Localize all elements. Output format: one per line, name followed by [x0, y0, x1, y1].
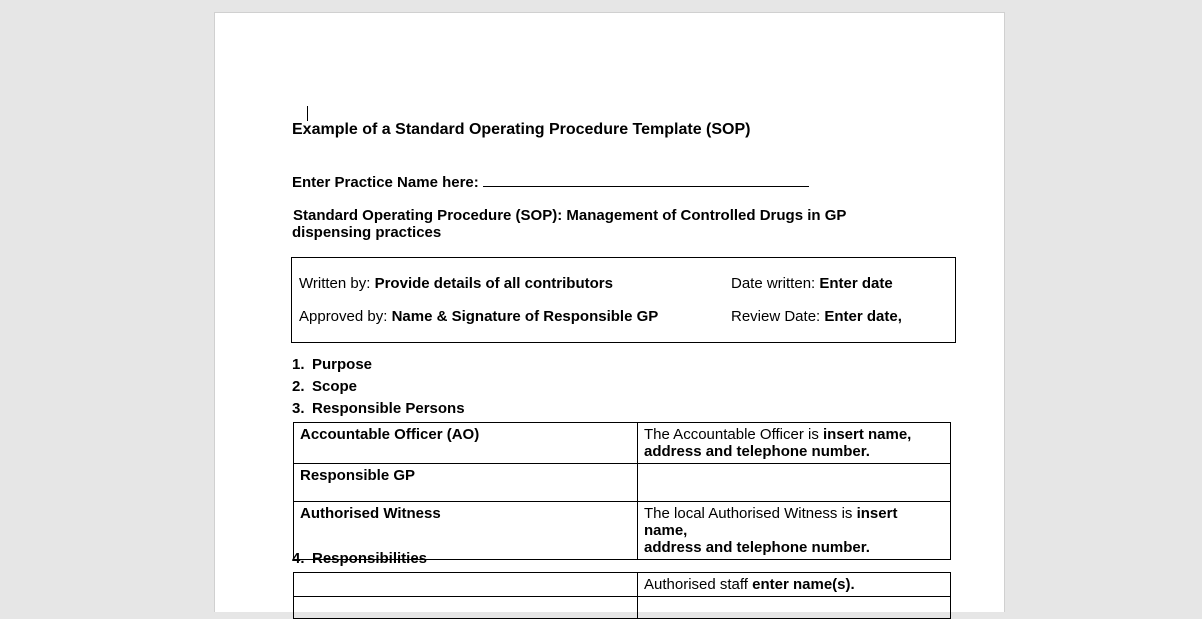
cell-text: The local Authorised Witness is: [644, 505, 857, 522]
section-number: 2.: [292, 378, 305, 395]
date-written-label: Date written:: [731, 275, 816, 292]
section-scope: [292, 378, 357, 395]
written-by-label: Written by:: [299, 275, 371, 292]
table-cell[interactable]: [638, 464, 951, 502]
approved-by-label: Approved by:: [299, 308, 388, 325]
responsible-persons-table: [293, 422, 951, 560]
table-cell[interactable]: Authorised Witness: [294, 502, 638, 560]
cell-text-bold: address and telephone number.: [644, 443, 870, 460]
table-cell[interactable]: [638, 502, 951, 560]
table-cell[interactable]: [294, 573, 638, 597]
cell-text-bold: insert name,: [644, 505, 898, 539]
approved-by-value: Name & Signature of Responsible GP: [391, 308, 659, 325]
review-date-value: Enter date,: [824, 308, 902, 325]
section-title: Responsibilities: [312, 550, 428, 567]
date-written: [731, 275, 893, 292]
written-by: [299, 275, 613, 292]
table-row: [294, 423, 951, 464]
section-title: Purpose: [312, 356, 373, 373]
date-written-value: Enter date: [819, 275, 893, 292]
document-title: Example of a Standard Operating Procedure Template (SOP): [292, 121, 751, 138]
practice-name-blank[interactable]: [483, 173, 809, 187]
sop-heading-line2: dispensing practices: [292, 224, 442, 241]
cell-text-bold: address and telephone number.: [644, 539, 870, 556]
section-responsible-persons: [292, 400, 465, 417]
section-title: Responsible Persons: [312, 400, 465, 417]
cell-text: Authorised staff: [644, 576, 753, 593]
table-cell[interactable]: Accountable Officer (AO): [294, 423, 638, 464]
approved-by: [299, 308, 658, 325]
section-number: 1.: [292, 356, 305, 373]
table-cell[interactable]: [638, 573, 951, 597]
written-by-value: Provide details of all contributors: [374, 275, 613, 292]
table-cell[interactable]: Responsible GP: [294, 464, 638, 502]
cell-text-bold: insert name,: [822, 426, 912, 443]
section-number: 4.: [292, 550, 305, 567]
text-cursor: [307, 106, 308, 121]
review-date-label: Review Date:: [731, 308, 821, 325]
section-number: 3.: [292, 400, 305, 417]
review-date: [731, 308, 902, 325]
cell-text: The Accountable Officer is: [644, 426, 823, 443]
table-cell[interactable]: [638, 423, 951, 464]
practice-name-label: Enter Practice Name here:: [292, 174, 479, 191]
table-row: [294, 464, 951, 502]
section-title: Scope: [312, 378, 358, 395]
sop-heading: [292, 207, 852, 241]
cell-text-bold: enter name(s).: [752, 576, 855, 593]
table-row: [294, 573, 951, 597]
section-purpose: [292, 356, 372, 373]
section-responsibilities: [292, 550, 427, 567]
practice-name-line: [292, 173, 809, 191]
document-info-box: [291, 257, 956, 343]
responsibilities-table: [293, 572, 951, 619]
sop-heading-line1: Standard Operating Procedure (SOP): Management of Controlled Drugs in GP: [293, 207, 847, 224]
